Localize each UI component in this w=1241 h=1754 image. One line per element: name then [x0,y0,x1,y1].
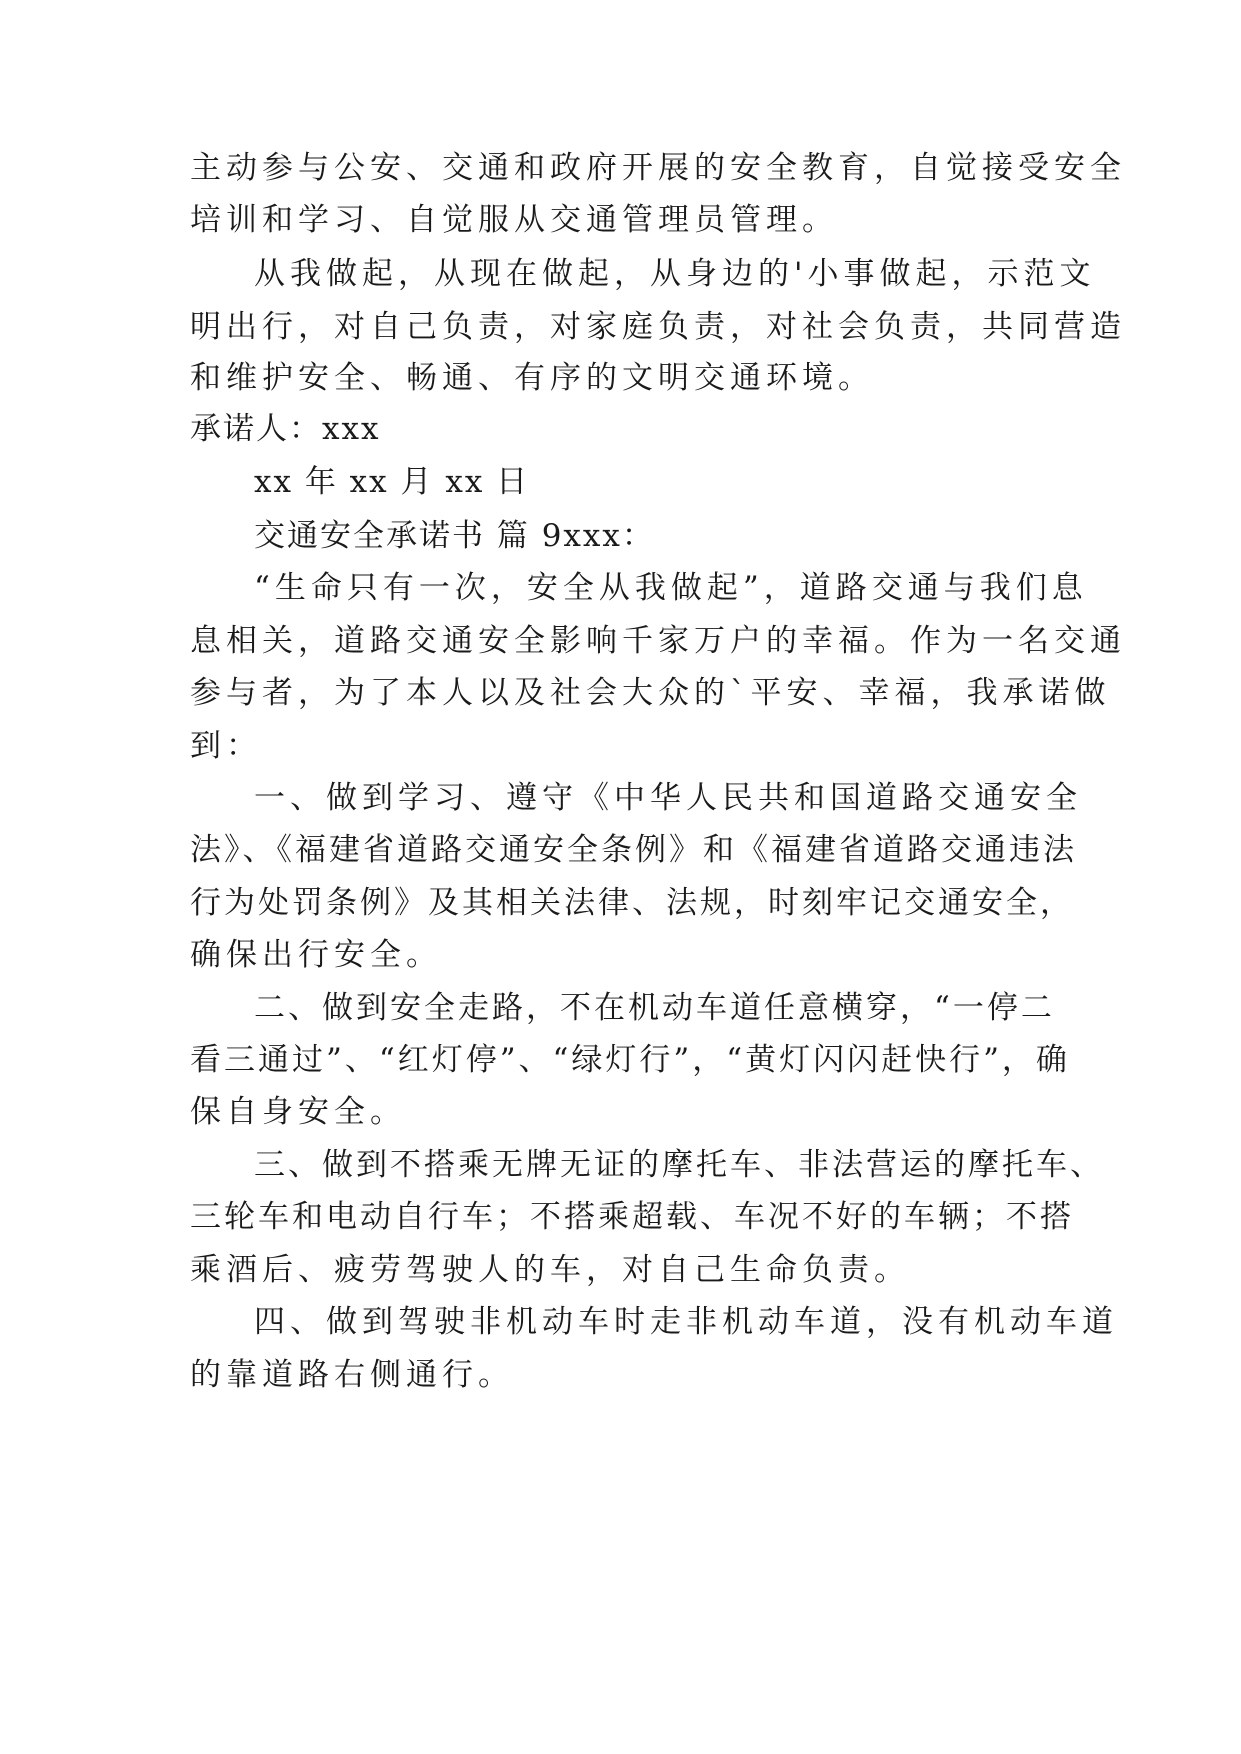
paragraph-line: 一、做到学习、遵守《中华人民共和国道路交通安全 [254,780,1082,816]
paragraph-line: 息相关，道路交通安全影响千家万户的幸福。作为一名交通 [190,623,1126,659]
paragraph-line: 参与者，为了本人以及社会大众的`平安、幸福，我承诺做 [190,675,1111,711]
paragraph-line: 和维护安全、畅通、有序的文明交通环境。 [190,360,874,396]
paragraph-line: 明出行，对自己负责，对家庭负责，对社会负责，共同营造 [190,309,1126,345]
paragraph-line: 到： [190,728,262,764]
paragraph-line: 看三通过”、“红灯停”、“绿灯行”，“黄灯闪闪赶快行”，确 [190,1042,1070,1078]
section-heading: 交通安全承诺书 篇 9xxx： [254,518,655,554]
paragraph-line: “生命只有一次，安全从我做起”，道路交通与我们息 [254,570,1088,606]
paragraph-line: 法》、《福建省道路交通安全条例》和《福建省道路交通违法 [190,832,1077,868]
paragraph-line: 行为处罚条例》及其相关法律、法规，时刻牢记交通安全， [190,885,1074,921]
paragraph-line: 三轮车和电动自行车；不搭乘超载、车况不好的车辆；不搭 [190,1199,1074,1235]
paragraph-line: 保自身安全。 [190,1094,406,1130]
paragraph-line: 三、做到不搭乘无牌无证的摩托车、非法营运的摩托车、 [254,1147,1104,1183]
paragraph-line: 确保出行安全。 [190,937,442,973]
paragraph-line: 的靠道路右侧通行。 [190,1357,514,1393]
paragraph-line: 二、做到安全走路，不在机动车道任意横穿，“一停二 [254,990,1055,1026]
paragraph-line: 从我做起，从现在做起，从身边的'小事做起，示范文 [254,256,1096,292]
paragraph-line: 培训和学习、自觉服从交通管理员管理。 [190,202,838,238]
date-line: xx 年 xx 月 xx 日 [254,464,530,500]
paragraph-line: 主动参与公安、交通和政府开展的安全教育，自觉接受安全 [190,150,1126,186]
paragraph-line: 乘酒后、疲劳驾驶人的车，对自己生命负责。 [190,1252,910,1288]
promiser-line: 承诺人：xxx [190,411,381,447]
paragraph-line: 四、做到驾驶非机动车时走非机动车道，没有机动车道 [254,1304,1118,1340]
